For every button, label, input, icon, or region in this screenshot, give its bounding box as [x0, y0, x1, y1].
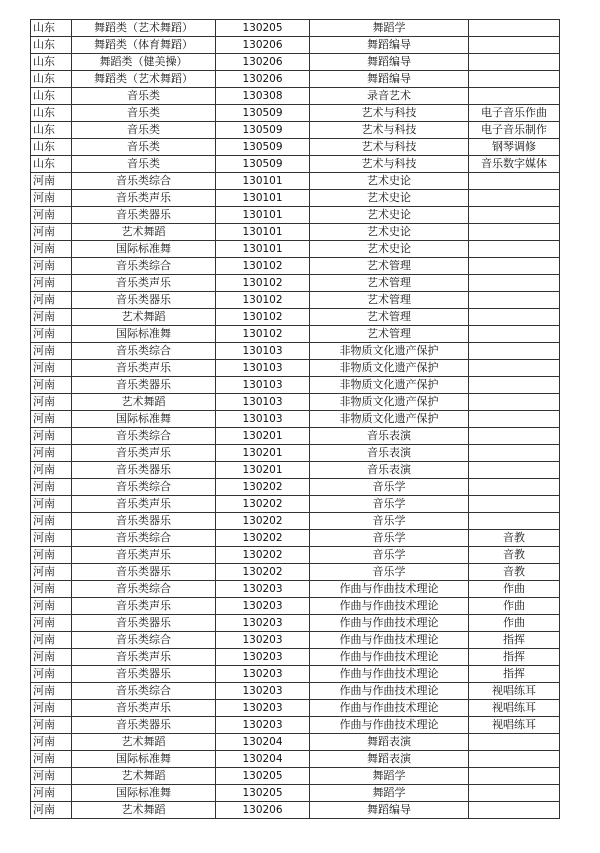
category-cell: 音乐类综合 [72, 428, 216, 445]
major-name-cell: 舞蹈编导 [310, 37, 469, 54]
table-row [31, 751, 560, 768]
major-code-cell: 130202 [216, 513, 310, 530]
category-cell: 音乐类综合 [72, 632, 216, 649]
table-row [31, 734, 560, 751]
direction-cell [469, 54, 560, 71]
table-row [31, 156, 560, 173]
province-cell: 河南 [31, 496, 72, 513]
category-cell: 音乐类声乐 [72, 496, 216, 513]
category-cell: 音乐类声乐 [72, 700, 216, 717]
category-cell: 国际标准舞 [72, 241, 216, 258]
major-name-cell: 非物质文化遗产保护 [310, 360, 469, 377]
table-row [31, 343, 560, 360]
table-row [31, 700, 560, 717]
province-cell: 河南 [31, 360, 72, 377]
table-row [31, 479, 560, 496]
major-code-cell: 130203 [216, 700, 310, 717]
province-cell: 河南 [31, 224, 72, 241]
major-code-cell: 130205 [216, 768, 310, 785]
category-cell: 音乐类器乐 [72, 462, 216, 479]
direction-cell [469, 173, 560, 190]
direction-cell [469, 292, 560, 309]
major-name-cell: 舞蹈编导 [310, 71, 469, 88]
direction-cell: 音乐数字媒体 [469, 156, 560, 173]
major-name-cell: 作曲与作曲技术理论 [310, 632, 469, 649]
direction-cell: 视唱练耳 [469, 700, 560, 717]
major-name-cell: 艺术史论 [310, 224, 469, 241]
major-name-cell: 音乐学 [310, 547, 469, 564]
major-name-cell: 音乐表演 [310, 445, 469, 462]
province-cell: 河南 [31, 428, 72, 445]
direction-cell [469, 343, 560, 360]
category-cell: 艺术舞蹈 [72, 309, 216, 326]
category-cell: 音乐类 [72, 139, 216, 156]
major-name-cell: 艺术史论 [310, 173, 469, 190]
major-code-cell: 130203 [216, 615, 310, 632]
province-cell: 河南 [31, 292, 72, 309]
table-row [31, 360, 560, 377]
category-cell: 音乐类 [72, 88, 216, 105]
direction-cell: 指挥 [469, 632, 560, 649]
table-row [31, 683, 560, 700]
direction-cell: 视唱练耳 [469, 683, 560, 700]
major-code-cell: 130203 [216, 683, 310, 700]
table-row [31, 394, 560, 411]
direction-cell [469, 88, 560, 105]
category-cell: 艺术舞蹈 [72, 734, 216, 751]
major-name-cell: 舞蹈编导 [310, 802, 469, 819]
category-cell: 音乐类器乐 [72, 207, 216, 224]
table-row [31, 105, 560, 122]
major-code-cell: 130201 [216, 445, 310, 462]
major-code-cell: 130102 [216, 326, 310, 343]
category-cell: 音乐类综合 [72, 343, 216, 360]
direction-cell: 视唱练耳 [469, 717, 560, 734]
province-cell: 河南 [31, 173, 72, 190]
province-cell: 河南 [31, 683, 72, 700]
major-name-cell: 音乐学 [310, 496, 469, 513]
major-name-cell: 音乐学 [310, 564, 469, 581]
category-cell: 音乐类声乐 [72, 445, 216, 462]
major-name-cell: 音乐表演 [310, 462, 469, 479]
direction-cell [469, 462, 560, 479]
province-cell: 河南 [31, 530, 72, 547]
category-cell: 音乐类器乐 [72, 615, 216, 632]
major-code-cell: 130203 [216, 598, 310, 615]
category-cell: 国际标准舞 [72, 751, 216, 768]
table-row [31, 122, 560, 139]
table-row [31, 717, 560, 734]
table-row [31, 207, 560, 224]
category-cell: 音乐类综合 [72, 530, 216, 547]
category-cell: 音乐类器乐 [72, 666, 216, 683]
major-code-cell: 130202 [216, 564, 310, 581]
major-name-cell: 作曲与作曲技术理论 [310, 615, 469, 632]
category-cell: 音乐类综合 [72, 258, 216, 275]
direction-cell [469, 496, 560, 513]
category-cell: 艺术舞蹈 [72, 768, 216, 785]
major-name-cell: 作曲与作曲技术理论 [310, 598, 469, 615]
major-name-cell: 非物质文化遗产保护 [310, 343, 469, 360]
major-name-cell: 艺术与科技 [310, 105, 469, 122]
province-cell: 河南 [31, 615, 72, 632]
major-name-cell: 音乐学 [310, 530, 469, 547]
category-cell: 音乐类综合 [72, 479, 216, 496]
major-code-cell: 130206 [216, 802, 310, 819]
direction-cell [469, 241, 560, 258]
table-row [31, 445, 560, 462]
major-code-cell: 130102 [216, 292, 310, 309]
major-name-cell: 舞蹈学 [310, 20, 469, 37]
province-cell: 山东 [31, 20, 72, 37]
table-row [31, 598, 560, 615]
table-row [31, 37, 560, 54]
major-code-cell: 130203 [216, 666, 310, 683]
category-cell: 音乐类器乐 [72, 377, 216, 394]
major-code-cell: 130201 [216, 428, 310, 445]
table-row [31, 275, 560, 292]
table-row [31, 139, 560, 156]
direction-cell [469, 275, 560, 292]
category-cell: 国际标准舞 [72, 785, 216, 802]
major-name-cell: 艺术史论 [310, 207, 469, 224]
major-name-cell: 音乐学 [310, 479, 469, 496]
major-name-cell: 舞蹈表演 [310, 734, 469, 751]
major-name-cell: 舞蹈表演 [310, 751, 469, 768]
direction-cell [469, 411, 560, 428]
direction-cell [469, 224, 560, 241]
major-code-cell: 130202 [216, 479, 310, 496]
direction-cell [469, 71, 560, 88]
direction-cell [469, 802, 560, 819]
direction-cell [469, 20, 560, 37]
category-cell: 音乐类 [72, 156, 216, 173]
direction-cell [469, 360, 560, 377]
table-row [31, 632, 560, 649]
major-code-cell: 130102 [216, 309, 310, 326]
category-cell: 音乐类声乐 [72, 598, 216, 615]
category-cell: 舞蹈类（艺术舞蹈） [72, 71, 216, 88]
direction-cell: 音教 [469, 547, 560, 564]
direction-cell: 电子音乐作曲 [469, 105, 560, 122]
table-row [31, 530, 560, 547]
table-row [31, 258, 560, 275]
table-row [31, 581, 560, 598]
major-name-cell: 艺术管理 [310, 275, 469, 292]
major-code-cell: 130101 [216, 224, 310, 241]
major-code-cell: 130205 [216, 20, 310, 37]
province-cell: 河南 [31, 751, 72, 768]
direction-cell: 指挥 [469, 649, 560, 666]
province-cell: 河南 [31, 462, 72, 479]
table-row [31, 547, 560, 564]
major-code-cell: 130308 [216, 88, 310, 105]
category-cell: 艺术舞蹈 [72, 394, 216, 411]
category-cell: 音乐类器乐 [72, 292, 216, 309]
table-row [31, 241, 560, 258]
province-cell: 山东 [31, 139, 72, 156]
major-name-cell: 作曲与作曲技术理论 [310, 717, 469, 734]
table-row [31, 428, 560, 445]
major-code-cell: 130509 [216, 156, 310, 173]
major-code-cell: 130103 [216, 394, 310, 411]
direction-cell [469, 768, 560, 785]
province-cell: 河南 [31, 547, 72, 564]
category-cell: 音乐类器乐 [72, 513, 216, 530]
province-cell: 河南 [31, 207, 72, 224]
province-cell: 山东 [31, 122, 72, 139]
province-cell: 河南 [31, 564, 72, 581]
table-row [31, 377, 560, 394]
category-cell: 舞蹈类（艺术舞蹈） [72, 20, 216, 37]
province-cell: 山东 [31, 54, 72, 71]
province-cell: 河南 [31, 581, 72, 598]
table-row [31, 54, 560, 71]
major-code-cell: 130102 [216, 275, 310, 292]
table-row [31, 496, 560, 513]
table-row [31, 88, 560, 105]
major-name-cell: 作曲与作曲技术理论 [310, 666, 469, 683]
direction-cell [469, 377, 560, 394]
major-code-cell: 130509 [216, 105, 310, 122]
major-code-cell: 130509 [216, 122, 310, 139]
table-row [31, 564, 560, 581]
major-name-cell: 音乐表演 [310, 428, 469, 445]
major-name-cell: 非物质文化遗产保护 [310, 377, 469, 394]
direction-cell: 指挥 [469, 666, 560, 683]
direction-cell [469, 428, 560, 445]
province-cell: 河南 [31, 343, 72, 360]
province-cell: 河南 [31, 649, 72, 666]
category-cell: 音乐类 [72, 105, 216, 122]
major-code-cell: 130101 [216, 241, 310, 258]
province-cell: 河南 [31, 513, 72, 530]
major-name-cell: 舞蹈学 [310, 785, 469, 802]
major-name-cell: 舞蹈学 [310, 768, 469, 785]
major-code-cell: 130204 [216, 751, 310, 768]
table-row [31, 71, 560, 88]
major-code-cell: 130203 [216, 717, 310, 734]
province-cell: 河南 [31, 411, 72, 428]
major-name-cell: 音乐学 [310, 513, 469, 530]
major-code-cell: 130206 [216, 54, 310, 71]
category-cell: 音乐类声乐 [72, 190, 216, 207]
province-cell: 河南 [31, 258, 72, 275]
major-code-cell: 130102 [216, 258, 310, 275]
table-row [31, 649, 560, 666]
province-cell: 山东 [31, 88, 72, 105]
category-cell: 音乐类声乐 [72, 360, 216, 377]
major-name-cell: 非物质文化遗产保护 [310, 411, 469, 428]
table-row [31, 326, 560, 343]
major-code-cell: 130204 [216, 734, 310, 751]
direction-cell: 音教 [469, 564, 560, 581]
table-row [31, 224, 560, 241]
category-cell: 国际标准舞 [72, 326, 216, 343]
table-row [31, 190, 560, 207]
major-name-cell: 艺术管理 [310, 326, 469, 343]
province-cell: 山东 [31, 156, 72, 173]
province-cell: 山东 [31, 37, 72, 54]
direction-cell [469, 785, 560, 802]
province-cell: 河南 [31, 632, 72, 649]
province-cell: 河南 [31, 785, 72, 802]
province-cell: 河南 [31, 479, 72, 496]
major-name-cell: 作曲与作曲技术理论 [310, 649, 469, 666]
category-cell: 音乐类综合 [72, 581, 216, 598]
major-code-cell: 130203 [216, 581, 310, 598]
table-row [31, 309, 560, 326]
category-cell: 国际标准舞 [72, 411, 216, 428]
direction-cell [469, 734, 560, 751]
major-name-cell: 作曲与作曲技术理论 [310, 581, 469, 598]
province-cell: 河南 [31, 717, 72, 734]
major-name-cell: 艺术管理 [310, 309, 469, 326]
direction-cell: 作曲 [469, 598, 560, 615]
category-cell: 音乐类综合 [72, 683, 216, 700]
major-name-cell: 艺术与科技 [310, 156, 469, 173]
major-name-cell: 舞蹈编导 [310, 54, 469, 71]
major-code-cell: 130103 [216, 377, 310, 394]
province-cell: 河南 [31, 768, 72, 785]
major-code-cell: 130103 [216, 360, 310, 377]
category-cell: 音乐类器乐 [72, 717, 216, 734]
major-code-cell: 130202 [216, 530, 310, 547]
table-row [31, 292, 560, 309]
direction-cell [469, 326, 560, 343]
major-name-cell: 作曲与作曲技术理论 [310, 700, 469, 717]
table-row [31, 173, 560, 190]
table-body [31, 20, 560, 819]
province-cell: 河南 [31, 700, 72, 717]
province-cell: 河南 [31, 666, 72, 683]
major-code-cell: 130206 [216, 71, 310, 88]
admissions-table [30, 19, 560, 819]
table-row [31, 462, 560, 479]
direction-cell [469, 394, 560, 411]
direction-cell [469, 751, 560, 768]
table-row [31, 768, 560, 785]
major-code-cell: 130101 [216, 173, 310, 190]
major-code-cell: 130206 [216, 37, 310, 54]
province-cell: 河南 [31, 190, 72, 207]
province-cell: 河南 [31, 241, 72, 258]
major-code-cell: 130101 [216, 190, 310, 207]
direction-cell [469, 37, 560, 54]
major-code-cell: 130202 [216, 496, 310, 513]
province-cell: 河南 [31, 445, 72, 462]
major-code-cell: 130202 [216, 547, 310, 564]
province-cell: 河南 [31, 309, 72, 326]
category-cell: 音乐类声乐 [72, 275, 216, 292]
province-cell: 山东 [31, 105, 72, 122]
direction-cell [469, 207, 560, 224]
table-row [31, 513, 560, 530]
table-row [31, 785, 560, 802]
direction-cell [469, 309, 560, 326]
major-code-cell: 130203 [216, 632, 310, 649]
major-name-cell: 艺术管理 [310, 258, 469, 275]
major-name-cell: 艺术管理 [310, 292, 469, 309]
major-code-cell: 130201 [216, 462, 310, 479]
direction-cell [469, 479, 560, 496]
province-cell: 河南 [31, 802, 72, 819]
category-cell: 音乐类综合 [72, 173, 216, 190]
major-code-cell: 130509 [216, 139, 310, 156]
category-cell: 舞蹈类（体育舞蹈） [72, 37, 216, 54]
direction-cell: 作曲 [469, 615, 560, 632]
direction-cell: 作曲 [469, 581, 560, 598]
table-row [31, 20, 560, 37]
direction-cell: 音教 [469, 530, 560, 547]
province-cell: 河南 [31, 377, 72, 394]
table-row [31, 802, 560, 819]
category-cell: 音乐类器乐 [72, 564, 216, 581]
major-code-cell: 130203 [216, 649, 310, 666]
province-cell: 河南 [31, 598, 72, 615]
province-cell: 河南 [31, 734, 72, 751]
direction-cell: 钢琴调修 [469, 139, 560, 156]
table-row [31, 615, 560, 632]
major-code-cell: 130103 [216, 411, 310, 428]
province-cell: 河南 [31, 275, 72, 292]
category-cell: 艺术舞蹈 [72, 802, 216, 819]
direction-cell [469, 445, 560, 462]
major-name-cell: 录音艺术 [310, 88, 469, 105]
direction-cell [469, 258, 560, 275]
category-cell: 舞蹈类（健美操） [72, 54, 216, 71]
direction-cell [469, 190, 560, 207]
major-name-cell: 艺术与科技 [310, 122, 469, 139]
major-name-cell: 艺术史论 [310, 241, 469, 258]
direction-cell [469, 513, 560, 530]
category-cell: 音乐类声乐 [72, 547, 216, 564]
category-cell: 音乐类声乐 [72, 649, 216, 666]
province-cell: 河南 [31, 394, 72, 411]
category-cell: 艺术舞蹈 [72, 224, 216, 241]
major-code-cell: 130103 [216, 343, 310, 360]
major-code-cell: 130205 [216, 785, 310, 802]
table-row [31, 411, 560, 428]
major-code-cell: 130101 [216, 207, 310, 224]
province-cell: 山东 [31, 71, 72, 88]
province-cell: 河南 [31, 326, 72, 343]
major-name-cell: 非物质文化遗产保护 [310, 394, 469, 411]
table-row [31, 666, 560, 683]
major-name-cell: 作曲与作曲技术理论 [310, 683, 469, 700]
category-cell: 音乐类 [72, 122, 216, 139]
major-name-cell: 艺术史论 [310, 190, 469, 207]
direction-cell: 电子音乐制作 [469, 122, 560, 139]
major-name-cell: 艺术与科技 [310, 139, 469, 156]
